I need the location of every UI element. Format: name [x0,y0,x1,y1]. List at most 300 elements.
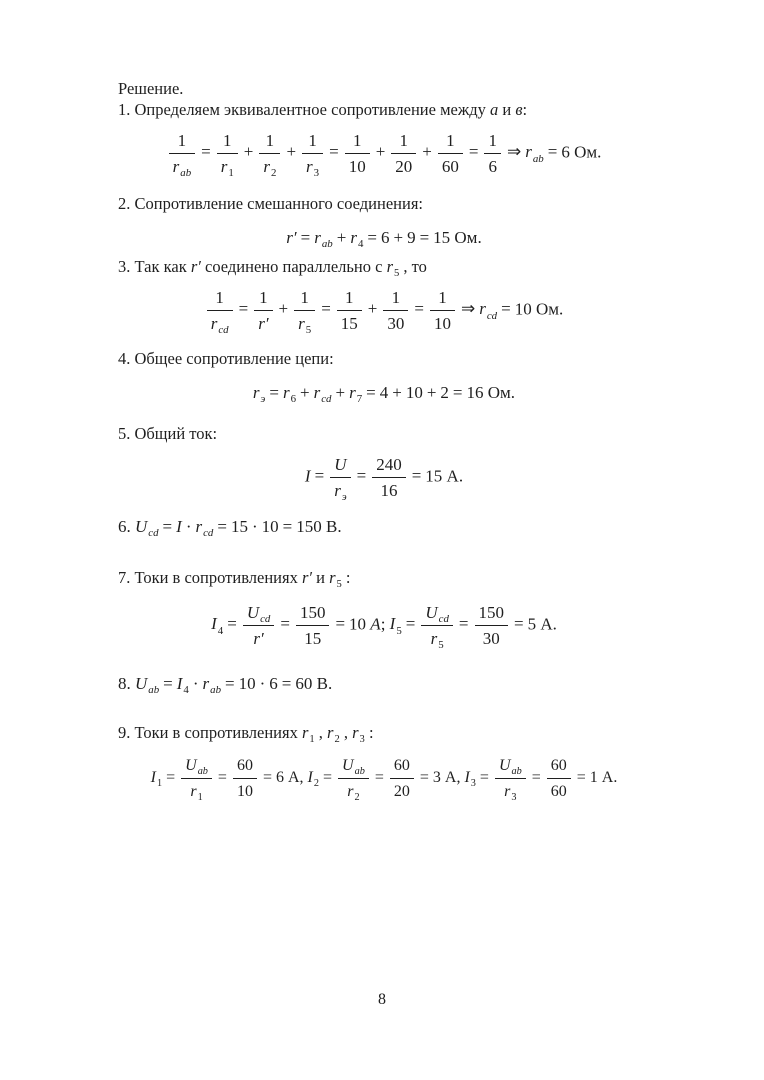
operator: = [405,614,416,634]
variable: в [515,100,523,119]
fraction-numerator [337,287,362,311]
text: 1 [265,131,275,150]
operator: + [300,383,310,402]
operator: = [238,299,249,319]
operator: = [335,614,346,634]
text: 60 [550,757,567,774]
operator: = [269,383,279,402]
variable: $r_6$ [282,383,296,406]
fraction [181,755,212,802]
subscript: cd [260,613,271,626]
variable: $r_1$ [220,157,234,180]
variable: $U_{cd}$ [425,603,449,626]
subscript: 3 [470,778,476,790]
subscript: 4 [183,684,189,697]
text: 6. [118,517,135,536]
operator: = [366,383,376,402]
operator: = [576,769,586,787]
text: и [312,568,330,587]
operator: = [227,614,237,634]
fraction [169,130,196,180]
text: 30 [482,629,500,648]
step-4-formula [118,382,650,406]
operator: = [374,769,384,787]
subscript: 4 [357,238,364,251]
text: : [364,723,374,742]
text: 3 А, [432,769,465,787]
variable: $r_3$ [306,157,320,180]
text: 8. [118,674,135,693]
fraction-denominator [421,626,453,652]
step-2-formula [118,227,650,251]
variable: I [304,466,311,486]
text: 5. Общий ток: [118,424,218,443]
variable: r′ [258,314,269,333]
variable: $r_1$ [190,783,203,803]
fraction-denominator [338,779,369,802]
variable: $U_{ab}$ [498,757,522,777]
fraction-denominator [330,478,350,504]
subscript: ab [321,238,333,251]
fraction [259,130,280,180]
text: 1 [177,131,187,150]
fraction [438,130,463,177]
subscript: cd [486,309,498,322]
subscript: 2 [313,778,319,790]
operator: + [393,228,404,247]
operator: = [531,769,541,787]
fraction-numerator [294,287,315,311]
text: 10 [261,517,279,536]
operator: = [419,228,430,247]
operator: = [217,517,227,536]
fraction-numerator [390,755,414,779]
step-6-line [118,515,650,539]
step-1-formula [118,130,650,180]
text: 15 Ом. [433,228,482,247]
fraction-denominator [484,154,501,177]
fraction-denominator [383,311,408,334]
text: 6 Ом. [561,142,602,162]
fraction [484,130,501,177]
subscript: 3 [313,167,320,180]
text: 7. Токи в сопротивлениях [118,568,302,587]
text: 6 [380,228,390,247]
subscript: 1 [228,167,234,180]
variable: а [490,100,499,119]
operator: · [185,517,192,536]
operator: = [217,769,227,787]
step-9-formula [118,755,650,802]
subscript: cd [148,527,159,540]
operator: = [281,674,292,693]
subscript: cd [218,324,229,337]
fraction-numerator [243,602,275,626]
fraction [390,755,414,802]
fraction-denominator [372,478,406,501]
subscript: 2 [271,167,277,180]
fraction-numerator [217,130,238,154]
fraction-numerator [547,755,571,779]
fraction [302,130,323,180]
variable: $r_{ab}$ [525,142,544,165]
operator: = [166,769,176,787]
text: 1 [259,288,268,307]
variable: $I_5$ [389,614,402,637]
variable: $r_5$ [298,314,312,337]
operator: = [300,228,311,247]
text: 1 [223,131,232,150]
fraction-denominator [207,311,233,337]
text: : [341,568,351,587]
text: 4. Общее сопротивление цепи: [118,349,334,368]
subscript: ab [511,765,522,777]
variable: r′ [286,228,297,247]
fraction-numerator [181,755,212,779]
operator: ⇒ [506,142,522,162]
text: 1 [352,131,362,150]
operator: = [280,614,290,634]
step-7-heading [118,567,650,588]
text: 1. Определяем эквивалентное сопротивление между [118,100,491,119]
variable: $r_3$ [352,723,365,745]
subscript: 3 [359,734,365,745]
text: 1 [308,131,317,150]
text: 150 [478,603,505,622]
fraction-numerator [345,130,370,154]
subscript: э [341,491,347,504]
fraction [243,602,275,649]
fraction [337,287,362,334]
fraction-numerator [438,130,463,154]
fraction-denominator [217,154,238,180]
variable: $U_{ab}$ [342,757,365,777]
variable: $r_{cd}$ [195,517,214,540]
subscript: 2 [334,734,340,745]
text: 30 [387,314,405,333]
subscript: ab [210,684,222,697]
subscript: ab [148,684,160,697]
subscript: ab [354,765,365,777]
text: 1 [215,288,224,307]
variable: A [370,614,381,634]
variable: $r_2$ [327,723,340,745]
text: 60 [550,783,567,800]
fraction-denominator [259,154,280,180]
operator: = [479,769,489,787]
fraction [294,287,315,337]
step-1-heading [118,99,650,120]
fraction-denominator [345,154,370,177]
text: 60 [393,757,410,774]
fraction [345,130,370,177]
variable: $r_7$ [349,383,363,406]
operator: + [286,142,297,162]
text: 3. Так как [118,257,191,276]
variable: $r_{cd}$ [479,299,498,322]
operator: = [282,517,293,536]
fraction-denominator [495,779,526,802]
fraction-denominator [233,779,257,802]
fraction [372,454,406,501]
operator: = [201,142,211,162]
fraction-denominator [475,626,509,649]
fraction-numerator [302,130,323,154]
solution-heading [118,78,650,99]
operator: = [452,383,463,402]
text: 15 А. [425,466,464,486]
text: 1 [446,131,455,150]
fraction-numerator [259,130,280,154]
operator: = [419,769,429,787]
subscript: cd [438,613,449,626]
fraction [233,755,257,802]
operator: + [422,142,432,162]
operator: + [335,383,346,402]
step-9-heading [118,722,650,743]
text: 9. Токи в сопротивлениях [118,723,302,742]
variable: I [176,517,182,536]
operator: + [426,383,437,402]
subscript: 5 [305,324,312,337]
operator: + [243,142,254,162]
text: 4 [379,383,389,402]
subscript: 1 [156,778,163,790]
variable: $U_{cd}$ [135,517,159,540]
operator: + [278,299,289,319]
text: 20 [393,783,410,800]
operator: + [367,299,378,319]
text: 240 [376,455,402,474]
variable: $r_{ab}$ [172,157,192,180]
fraction-denominator [296,626,330,649]
operator: · [192,674,199,693]
operator: = [514,614,524,634]
operator: = [414,299,424,319]
subscript: 1 [197,791,203,803]
variable: $r_5$ [430,629,444,652]
variable: $r_4$ [350,228,364,251]
text: 10 [238,674,256,693]
operator: + [375,142,386,162]
variable: $r_5$ [329,568,342,590]
variable: $r_{cd}$ [210,314,229,337]
operator: = [411,466,422,486]
fraction [421,602,453,652]
step-4-heading [118,348,650,369]
text: 2 [440,383,449,402]
solution-steps [118,78,650,802]
text: соединено параллельно с [200,257,387,276]
fraction-numerator [391,130,416,154]
fraction-denominator [390,779,414,802]
variable: $r_5$ [386,257,400,279]
text: 16 Ом. [466,383,516,402]
text: 1 [399,131,409,150]
operator: = [314,466,325,486]
text: 10 [349,614,371,634]
fraction [391,130,416,177]
fraction-denominator [243,626,275,649]
text: 6 [488,157,497,176]
subscript: 2 [354,791,360,803]
text: 10 [405,383,423,402]
text: , то [399,257,427,276]
fraction-denominator [254,311,272,334]
operator: = [321,299,331,319]
fraction-denominator [294,311,315,337]
operator: ⇒ [460,299,476,319]
fraction-denominator [169,154,196,180]
subscript: ab [532,152,544,165]
variable: $I_2$ [307,769,319,790]
fraction [296,602,330,649]
fraction-denominator [547,779,571,802]
operator: = [468,142,479,162]
fraction-numerator [338,755,369,779]
text: 10 [236,783,253,800]
operator: + [392,383,402,402]
fraction [217,130,238,180]
subscript: 5 [336,579,342,590]
fraction [430,287,455,334]
fraction-denominator [337,311,362,334]
operator: = [367,228,377,247]
fraction-numerator [475,602,509,626]
fraction-numerator [254,287,272,311]
text: 6 [269,674,278,693]
text: 150 [299,603,326,622]
subscript: э [260,393,266,406]
variable: $I_4$ [211,614,224,637]
text: 9 [407,228,416,247]
text: и [498,100,516,119]
fraction-numerator [207,287,233,311]
step-5-formula [118,454,650,504]
text: 1 [300,288,309,307]
text: 1 [345,288,354,307]
text: 60 В. [295,674,333,693]
page-number: 8 [378,991,386,1008]
text: 1 [488,131,497,150]
operator: = [329,142,339,162]
text: 60 [236,757,253,774]
fraction-denominator [181,779,212,802]
operator: = [501,299,511,319]
step-8-line [118,672,650,696]
variable: $r_{ab}$ [202,674,222,697]
subscript: 5 [438,639,444,652]
text: 10 Ом. [514,299,564,319]
text: 1 А. [589,769,618,787]
variable: $r_3$ [504,783,517,803]
subscript: cd [321,393,332,406]
variable: $r_2$ [347,783,360,803]
text: Решение. [118,79,184,98]
operator: · [251,517,258,536]
fraction-numerator [484,130,501,154]
text: 60 [441,157,459,176]
step-2-heading [118,193,650,214]
subscript: cd [203,527,214,540]
fraction-denominator [430,311,455,334]
operator: = [225,674,235,693]
text: 15 [340,314,358,333]
text: 10 [348,157,366,176]
text: : [522,100,528,119]
fraction-denominator [391,154,416,177]
subscript: 1 [309,734,315,745]
fraction [495,755,526,802]
variable: $I_3$ [464,769,476,790]
fraction-numerator [495,755,526,779]
variable: $r_{ab}$ [314,228,333,251]
text: 15 [304,629,322,648]
fraction-numerator [296,602,330,626]
fraction-numerator [383,287,408,311]
text: 150 В. [296,517,342,536]
fraction-numerator [430,287,455,311]
text: , [314,723,328,742]
fraction-numerator [372,454,406,478]
text: 6 А, [275,769,308,787]
variable: $r_э$ [252,383,266,406]
fraction-numerator [169,130,196,154]
text: 16 [380,481,398,500]
variable: $I_4$ [176,674,189,697]
step-3-formula [118,287,650,337]
variable: $U_{ab}$ [135,674,160,697]
fraction-numerator [233,755,257,779]
fraction-numerator [421,602,453,626]
operator: = [547,142,558,162]
fraction [207,287,233,337]
variable: r′ [190,257,201,276]
variable: $U_{cd}$ [246,603,271,626]
text: 2. Сопротивление смешанного соединения: [118,194,424,213]
variable: U [334,455,347,474]
variable: r′ [301,568,312,587]
text: 20 [395,157,413,176]
fraction [383,287,408,334]
subscript: 5 [394,268,400,279]
subscript: 6 [290,393,296,406]
operator: = [262,769,272,787]
variable: $I_1$ [150,769,163,790]
fraction [547,755,571,802]
subscript: ab [197,765,208,777]
text: 1 [391,288,401,307]
fraction [254,287,272,334]
subscript: ab [180,167,192,180]
text: 10 [433,314,451,333]
operator: = [163,674,173,693]
variable: r′ [253,629,264,648]
fraction-numerator [330,454,350,478]
subscript: 7 [356,393,363,406]
fraction [338,755,369,802]
operator: = [162,517,173,536]
variable: $r_2$ [263,157,277,180]
text: , [339,723,353,742]
variable: $U_{ab}$ [185,757,208,777]
variable: $r_э$ [334,481,347,504]
operator: = [356,466,367,486]
operator: · [259,674,266,693]
step-7-formula [118,602,650,652]
fraction [475,602,509,649]
subscript: 5 [396,624,402,637]
